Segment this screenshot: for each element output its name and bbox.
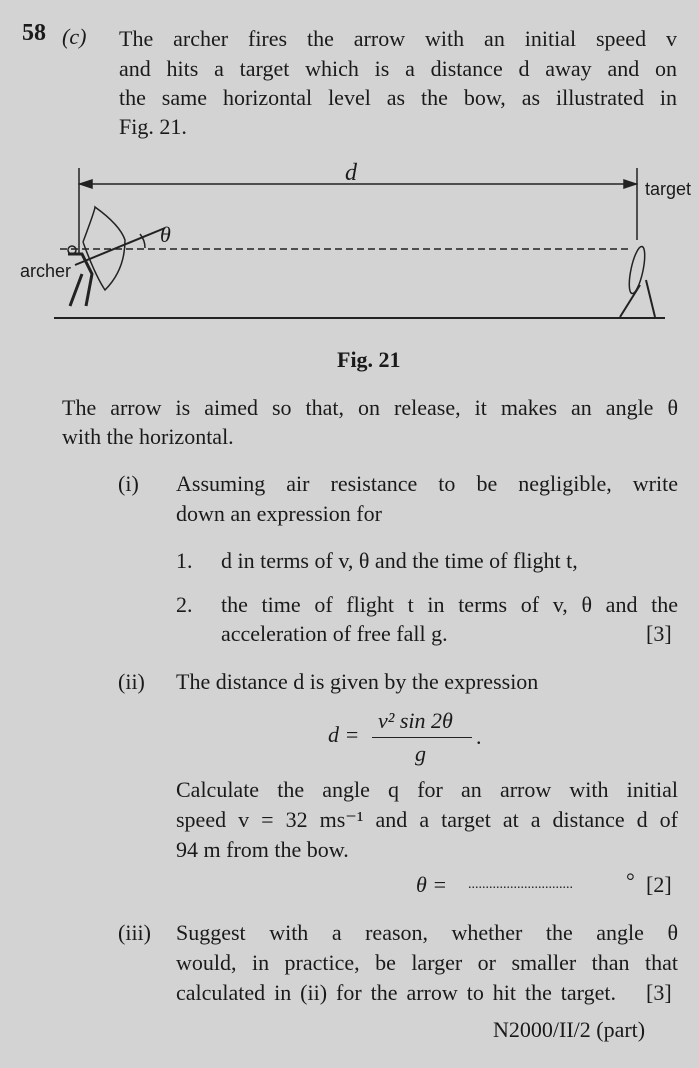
degree-unit: ° <box>626 868 635 893</box>
item-text: d in terms of v, θ and the time of flight t, <box>221 548 578 573</box>
part-ii-line: 94 m from the bow. <box>176 837 349 862</box>
answer-blank[interactable]: .............................. <box>468 877 573 892</box>
source-reference: N2000/II/2 (part) <box>493 1017 646 1042</box>
intro-line: the same horizontal level as the bow, as illustrated in <box>119 85 677 110</box>
marks: [3] <box>646 621 672 646</box>
part-iii-line: calculated in (ii) for the arrow to hit the target. <box>176 980 616 1005</box>
intro-line: and hits a target which is a distance d away and on <box>119 56 677 81</box>
answer-label: θ = <box>416 872 448 897</box>
intro-line: Fig. 21. <box>119 114 187 139</box>
arrow-line <box>75 228 165 265</box>
label-archer: archer <box>20 261 72 281</box>
formula-denominator: g <box>415 741 426 766</box>
marks: [3] <box>646 980 672 1005</box>
part-ii-line: speed v = 32 ms⁻¹ and a target at a distance d of <box>176 807 678 832</box>
part-ii-line: Calculate the angle q for an arrow with initial <box>176 777 678 802</box>
item-number: 1. <box>176 548 193 573</box>
part-iii-line: Suggest with a reason, whether the angle θ <box>176 920 678 945</box>
label-target: target <box>645 179 692 199</box>
part-ii-label: (ii) <box>118 669 145 694</box>
part-ii-intro: The distance d is given by the expression <box>176 669 539 694</box>
fraction-bar <box>372 737 472 738</box>
figure-caption: Fig. 21 <box>337 347 401 372</box>
part-iii-line: would, in practice, be larger or smaller than that <box>176 950 678 975</box>
formula-numerator: v² sin 2θ <box>378 708 453 733</box>
item-number: 2. <box>176 592 193 617</box>
target-board <box>626 245 648 294</box>
part-label: (c) <box>62 24 87 49</box>
paragraph-line: The arrow is aimed so that, on release, it makes an angle θ <box>62 395 678 420</box>
label-d: d <box>345 160 357 186</box>
paragraph-line: with the horizontal. <box>62 424 234 449</box>
part-i-label: (i) <box>118 471 139 496</box>
question-number: 58 <box>22 20 46 46</box>
item-text: acceleration of free fall g. <box>221 621 448 646</box>
label-theta: θ <box>160 222 171 247</box>
target-stand <box>620 280 655 317</box>
part-i-line: down an expression for <box>176 501 382 526</box>
item-text: the time of flight t in terms of v, θ and the <box>221 592 678 617</box>
archer-body <box>68 254 92 306</box>
intro-line: The archer fires the arrow with an initial speed v <box>119 26 677 51</box>
part-iii-label: (iii) <box>118 920 151 945</box>
part-i-line: Assuming air resistance to be negligible, write <box>176 471 678 496</box>
formula-lhs: d = <box>328 722 360 747</box>
marks: [2] <box>646 872 672 897</box>
formula-end: . <box>476 724 482 749</box>
